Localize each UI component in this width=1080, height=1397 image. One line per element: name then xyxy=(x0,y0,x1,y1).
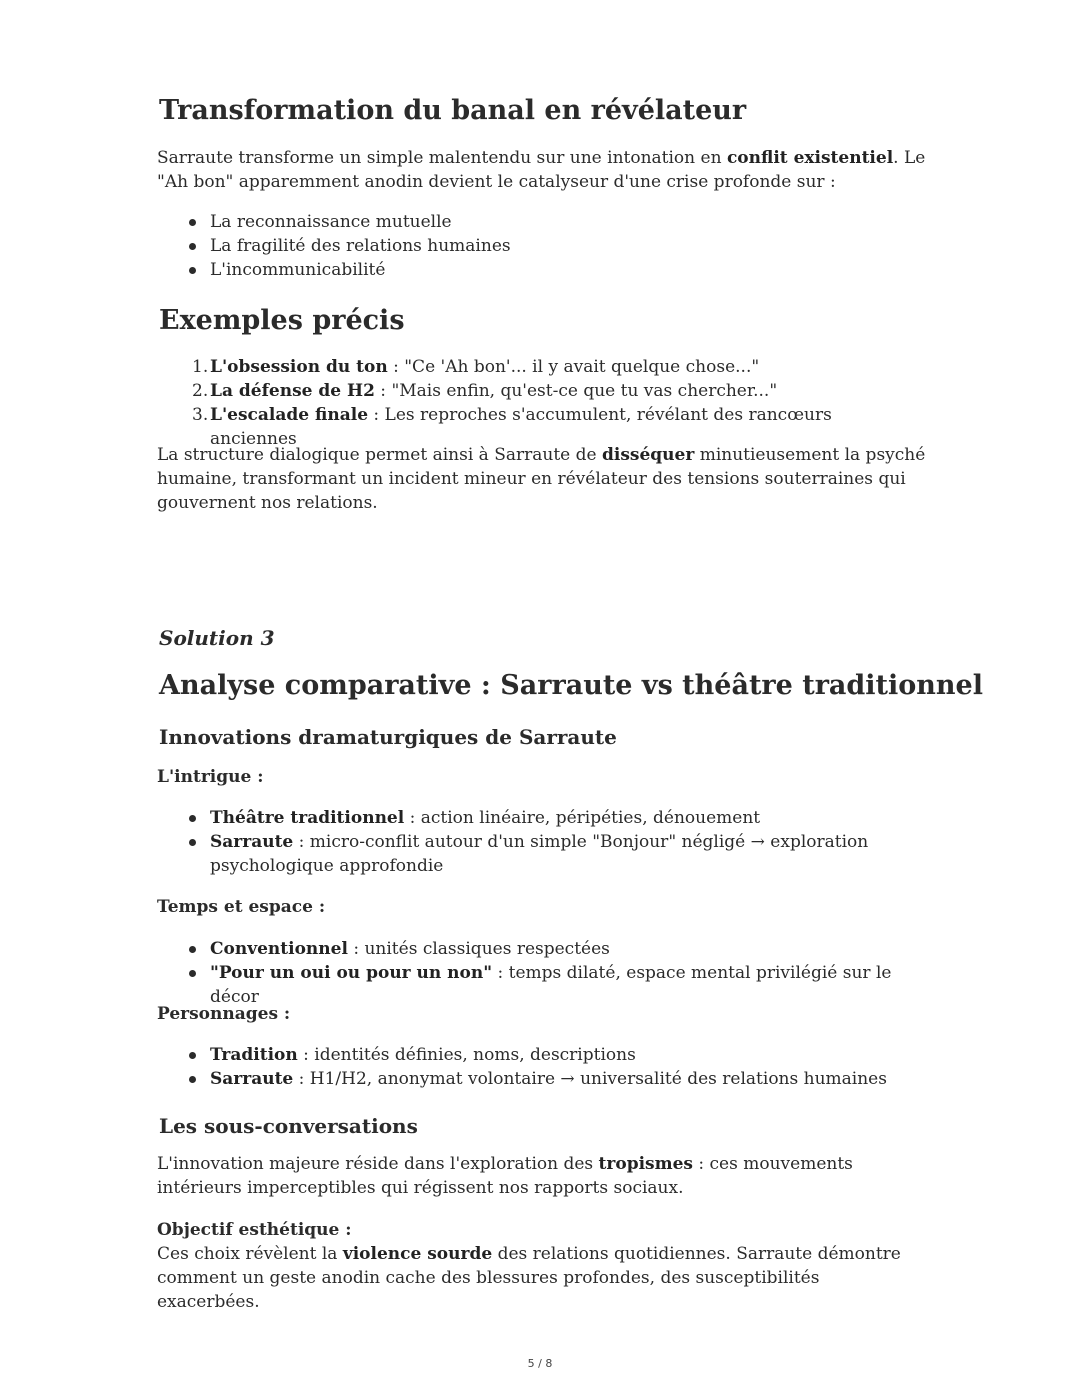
list-item: 3. L'escalade finale : Les reproches s'accumulent, révélant des rancœurs anciennes xyxy=(192,405,832,449)
list-exemples xyxy=(187,355,917,451)
paragraph-conclusion: La structure dialogique permet ainsi à Sarraute de disséquer minutieusement la psyché humaine, transformant un incident mineur en révélateur des tensions souterraines qui gouvernent nos relations. xyxy=(157,445,926,513)
label-personnages: Personnages : xyxy=(157,1004,291,1024)
label-temps-espace: Temps et espace : xyxy=(157,897,326,917)
paragraph-intro: Sarraute transforme un simple malentendu sur une intonation en conflit existentiel. Le "Ah bon" apparemment anodin devient le catalyseur d'une crise profonde sur : xyxy=(157,148,926,192)
list-item: La fragilité des relations humaines xyxy=(187,234,917,258)
list-item: "Pour un oui ou pour un non" : temps dilaté, espace mental privilégié sur le décor xyxy=(187,961,917,1009)
list-item: Sarraute : micro-conflit autour d'un simple "Bonjour" négligé → exploration psychologique approfondie xyxy=(187,830,917,878)
heading-innovations: Innovations dramaturgiques de Sarraute xyxy=(159,725,617,749)
label-intrigue: L'intrigue : xyxy=(157,767,264,787)
heading-transformation: Transformation du banal en révélateur xyxy=(159,95,747,126)
list-item: Sarraute : H1/H2, anonymat volontaire → universalité des relations humaines xyxy=(187,1067,917,1091)
heading-analyse-comparative: Analyse comparative : Sarraute vs théâtre traditionnel xyxy=(159,670,983,701)
list-item: L'incommunicabilité xyxy=(187,258,917,282)
list-temps-espace xyxy=(187,937,917,1009)
page-number: 5 / 8 xyxy=(527,1357,553,1370)
list-item: Théâtre traditionnel : action linéaire, péripéties, dénouement xyxy=(187,806,917,830)
list-item: 1. L'obsession du ton : "Ce 'Ah bon'... il y avait quelque chose..." xyxy=(192,357,760,377)
list-item: Tradition : identités définies, noms, descriptions xyxy=(187,1043,917,1067)
list-item: La reconnaissance mutuelle xyxy=(187,210,917,234)
list-item: Conventionnel : unités classiques respectées xyxy=(187,937,917,961)
list-themes xyxy=(187,210,917,282)
paragraph-tropismes: L'innovation majeure réside dans l'exploration des tropismes : ces mouvements intérieurs imperceptibles qui régissent nos rapports sociaux. xyxy=(157,1154,853,1198)
paragraph-objectif: Ces choix révèlent la violence sourde des relations quotidiennes. Sarraute démontre comment un geste anodin cache des blessures profondes, des susceptibilités exacerbées. xyxy=(157,1244,901,1312)
label-objectif: Objectif esthétique : xyxy=(157,1220,352,1240)
solution-label: Solution 3 xyxy=(159,626,275,650)
list-personnages xyxy=(187,1043,917,1091)
list-item: 2. La défense de H2 : "Mais enfin, qu'est-ce que tu vas chercher..." xyxy=(192,381,778,401)
heading-exemples: Exemples précis xyxy=(159,305,405,336)
list-intrigue xyxy=(187,806,917,878)
heading-sous-conversations: Les sous-conversations xyxy=(159,1114,418,1138)
